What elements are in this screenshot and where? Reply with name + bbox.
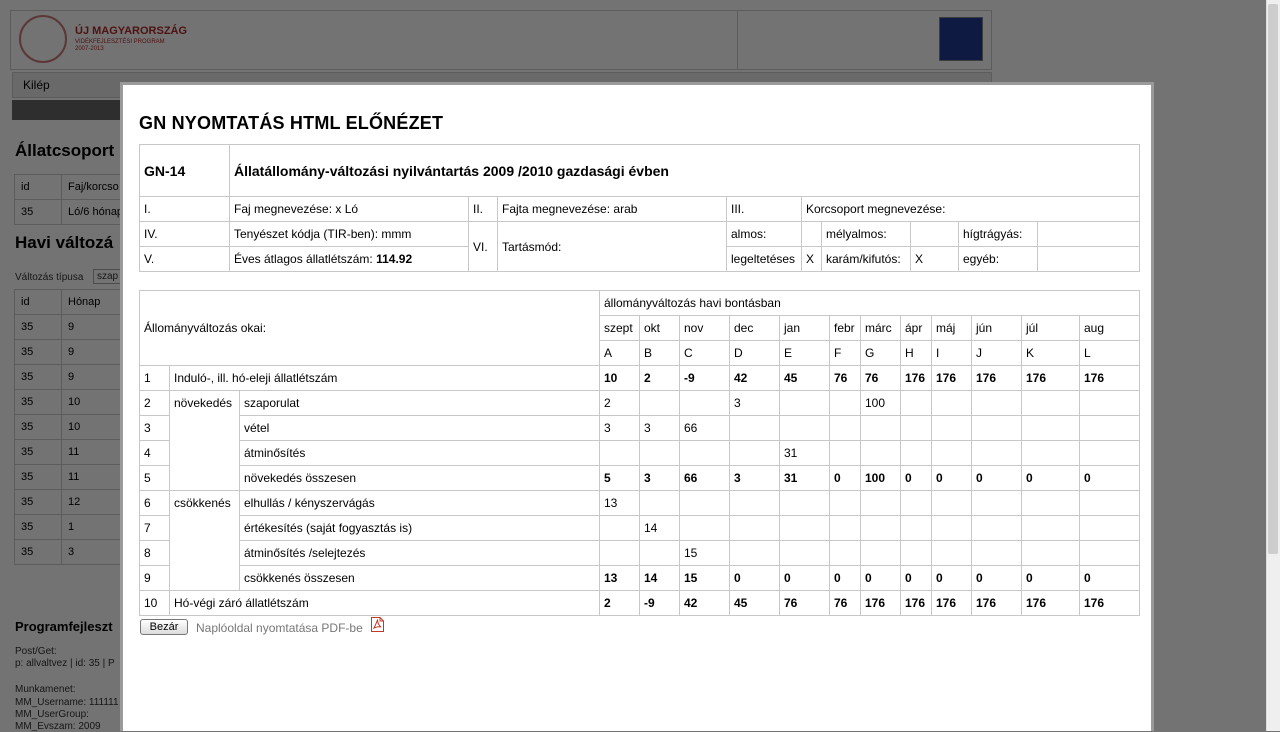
value-cell: 176 <box>901 591 932 616</box>
row-label: Induló-, ill. hó-eleji állatlétszám <box>170 366 600 391</box>
form-code: GN-14 <box>140 145 230 197</box>
value-cell: 42 <box>730 366 780 391</box>
month-header: ápr <box>901 316 932 341</box>
value-cell: 0 <box>901 566 932 591</box>
value-cell <box>730 441 780 466</box>
table-row <box>140 366 1140 391</box>
value-cell: 13 <box>600 491 640 516</box>
value-cell <box>730 541 780 566</box>
keeping-method-label: Tartásmód: <box>498 222 727 272</box>
month-header: jan <box>780 316 830 341</box>
value-cell: 15 <box>680 541 730 566</box>
column-letter: C <box>680 341 730 366</box>
monthly-breakdown-header: állományváltozás havi bontásban <box>600 291 1140 316</box>
pdf-icon[interactable] <box>371 617 384 632</box>
value-cell <box>830 491 861 516</box>
row-number: 2 <box>140 391 170 416</box>
breed-field: Fajta megnevezése: arab <box>498 197 727 222</box>
month-header: júl <box>1022 316 1080 341</box>
dialog-title: GN NYOMTATÁS HTML ELŐNÉZET <box>139 113 444 133</box>
value-cell: 14 <box>640 516 680 541</box>
value-cell: 2 <box>600 591 640 616</box>
scrollbar-thumb[interactable] <box>1268 4 1278 554</box>
value-cell <box>932 416 972 441</box>
value-cell <box>730 516 780 541</box>
value-cell: 15 <box>680 566 730 591</box>
value-cell <box>1080 516 1140 541</box>
value-cell <box>600 441 640 466</box>
row-label: vétel <box>240 416 600 441</box>
value-cell <box>932 391 972 416</box>
row-number: 3 <box>140 416 170 441</box>
value-cell: 0 <box>1022 566 1080 591</box>
value-cell: 0 <box>830 466 861 491</box>
value-cell <box>1022 491 1080 516</box>
row-label: átminősítés <box>240 441 600 466</box>
value-cell: 31 <box>780 466 830 491</box>
value-cell <box>901 516 932 541</box>
causes-header: Állományváltozás okai: <box>140 291 600 366</box>
value-cell <box>780 416 830 441</box>
close-button[interactable]: Bezár <box>140 619 188 635</box>
value-cell <box>830 516 861 541</box>
age-group-field: Korcsoport megnevezése: <box>802 197 1140 222</box>
value-cell: 0 <box>1080 466 1140 491</box>
print-pdf-link[interactable]: Naplóoldal nyomtatása PDF-be <box>196 621 363 635</box>
value-cell <box>901 541 932 566</box>
farm-code-field: Tenyészet kódja (TIR-ben): mmm <box>230 222 469 247</box>
column-letter: B <box>640 341 680 366</box>
column-letter: G <box>861 341 901 366</box>
value-cell: 3 <box>640 466 680 491</box>
column-letter: A <box>600 341 640 366</box>
value-cell: 176 <box>1022 591 1080 616</box>
value-cell: 176 <box>1080 591 1140 616</box>
value-cell <box>1080 391 1140 416</box>
table-row <box>140 541 1140 566</box>
value-cell <box>901 491 932 516</box>
value-cell <box>780 516 830 541</box>
value-cell: 10 <box>600 366 640 391</box>
value-cell: 14 <box>640 566 680 591</box>
row-label: növekedés összesen <box>240 466 600 491</box>
value-cell <box>780 491 830 516</box>
value-cell <box>901 416 932 441</box>
value-cell: 176 <box>1080 366 1140 391</box>
row-label: értékesítés (saját fogyasztás is) <box>240 516 600 541</box>
value-cell: 3 <box>640 416 680 441</box>
value-cell: 0 <box>972 566 1022 591</box>
value-cell: 3 <box>730 466 780 491</box>
value-cell <box>830 541 861 566</box>
value-cell <box>780 391 830 416</box>
value-cell: 0 <box>932 566 972 591</box>
column-letter: D <box>730 341 780 366</box>
value-cell <box>932 516 972 541</box>
value-cell: 66 <box>680 416 730 441</box>
table-row <box>140 416 1140 441</box>
print-preview-dialog <box>120 82 1154 731</box>
value-cell: 3 <box>730 391 780 416</box>
value-cell: 2 <box>640 366 680 391</box>
value-cell <box>600 516 640 541</box>
table-row <box>140 591 1140 616</box>
value-cell <box>972 416 1022 441</box>
value-cell <box>1080 491 1140 516</box>
value-cell: 5 <box>600 466 640 491</box>
column-letter: K <box>1022 341 1080 366</box>
value-cell <box>730 416 780 441</box>
row-label: csökkenés összesen <box>240 566 600 591</box>
value-cell <box>640 441 680 466</box>
row-label: elhullás / kényszervágás <box>240 491 600 516</box>
value-cell <box>1080 441 1140 466</box>
value-cell <box>901 441 932 466</box>
value-cell <box>600 541 640 566</box>
value-cell: 0 <box>901 466 932 491</box>
value-cell: 76 <box>830 366 861 391</box>
month-header: máj <box>932 316 972 341</box>
row-number: 10 <box>140 591 170 616</box>
value-cell: 0 <box>830 566 861 591</box>
value-cell <box>1022 391 1080 416</box>
form-info-table: GN-14 Állatállomány-változási nyilvántartás 2009 /2010 gazdasági évben I. Faj megnevezése: x Ló II. Fajta megnevezése: arab III. Korcsoport megnevezése: IV. Tenyészet kódja (TIR-ben): mmm VI. Tartásmód: almos: mélyalmos: hígtrágyás: V. Éves átlagos állatlétszám: 114.92 legeltetéses X karám/kifutós: X egyéb: <box>139 144 1140 272</box>
value-cell <box>1080 416 1140 441</box>
month-header: aug <box>1080 316 1140 341</box>
column-letter: L <box>1080 341 1140 366</box>
value-cell: 176 <box>1022 366 1080 391</box>
value-cell <box>972 391 1022 416</box>
row-label: Hó-végi záró állatlétszám <box>170 591 600 616</box>
value-cell <box>932 541 972 566</box>
value-cell: 45 <box>730 591 780 616</box>
value-cell <box>1022 516 1080 541</box>
value-cell: 176 <box>861 591 901 616</box>
value-cell: -9 <box>640 591 680 616</box>
value-cell <box>861 516 901 541</box>
column-letter: I <box>932 341 972 366</box>
avg-count-field: Éves átlagos állatlétszám: 114.92 <box>230 247 469 272</box>
table-row <box>140 491 1140 516</box>
value-cell <box>640 491 680 516</box>
value-cell: 2 <box>600 391 640 416</box>
value-cell: 0 <box>1080 566 1140 591</box>
value-cell <box>1080 541 1140 566</box>
row-label: átminősítés /selejtezés <box>240 541 600 566</box>
row-label: szaporulat <box>240 391 600 416</box>
value-cell: 76 <box>861 366 901 391</box>
row-number: 6 <box>140 491 170 516</box>
column-letter: J <box>972 341 1022 366</box>
value-cell <box>932 441 972 466</box>
value-cell <box>830 391 861 416</box>
row-number: 5 <box>140 466 170 491</box>
value-cell: 100 <box>861 391 901 416</box>
value-cell <box>972 516 1022 541</box>
value-cell: 0 <box>861 566 901 591</box>
value-cell: 176 <box>932 591 972 616</box>
value-cell <box>680 491 730 516</box>
value-cell <box>1022 416 1080 441</box>
month-header: febr <box>830 316 861 341</box>
value-cell: 3 <box>600 416 640 441</box>
value-cell <box>972 541 1022 566</box>
value-cell: 45 <box>780 366 830 391</box>
value-cell: 0 <box>730 566 780 591</box>
value-cell: 42 <box>680 591 730 616</box>
table-row <box>140 441 1140 466</box>
value-cell <box>730 491 780 516</box>
form-title: Állatállomány-változási nyilvántartás 2009 /2010 gazdasági évben <box>230 145 1140 197</box>
month-header: szept <box>600 316 640 341</box>
column-letter: H <box>901 341 932 366</box>
value-cell <box>680 516 730 541</box>
row-number: 4 <box>140 441 170 466</box>
table-row <box>140 566 1140 591</box>
row-number: 7 <box>140 516 170 541</box>
value-cell <box>780 541 830 566</box>
value-cell <box>861 441 901 466</box>
value-cell <box>861 541 901 566</box>
value-cell <box>901 391 932 416</box>
value-cell: 176 <box>932 366 972 391</box>
row-number: 9 <box>140 566 170 591</box>
value-cell <box>640 541 680 566</box>
table-row <box>140 391 1140 416</box>
value-cell: 176 <box>972 591 1022 616</box>
column-letter: F <box>830 341 861 366</box>
change-group-label: növekedés <box>170 391 240 491</box>
value-cell: 76 <box>780 591 830 616</box>
value-cell: 31 <box>780 441 830 466</box>
month-header: okt <box>640 316 680 341</box>
value-cell <box>1022 441 1080 466</box>
month-header: nov <box>680 316 730 341</box>
column-letter: E <box>780 341 830 366</box>
value-cell <box>972 491 1022 516</box>
value-cell <box>680 391 730 416</box>
stock-change-table <box>139 290 1140 616</box>
table-row <box>140 466 1140 491</box>
row-number: 8 <box>140 541 170 566</box>
value-cell: 0 <box>780 566 830 591</box>
value-cell: 76 <box>830 591 861 616</box>
month-header: márc <box>861 316 901 341</box>
value-cell: -9 <box>680 366 730 391</box>
value-cell <box>861 416 901 441</box>
value-cell <box>932 491 972 516</box>
value-cell: 13 <box>600 566 640 591</box>
value-cell: 176 <box>972 366 1022 391</box>
row-number: 1 <box>140 366 170 391</box>
value-cell: 176 <box>901 366 932 391</box>
value-cell: 0 <box>1022 466 1080 491</box>
value-cell <box>830 441 861 466</box>
value-cell <box>861 491 901 516</box>
value-cell <box>680 441 730 466</box>
value-cell: 0 <box>972 466 1022 491</box>
value-cell <box>1022 541 1080 566</box>
value-cell: 66 <box>680 466 730 491</box>
table-row <box>140 516 1140 541</box>
species-field: Faj megnevezése: x Ló <box>230 197 469 222</box>
value-cell: 0 <box>932 466 972 491</box>
month-header: dec <box>730 316 780 341</box>
value-cell: 100 <box>861 466 901 491</box>
change-group-label: csökkenés <box>170 491 240 591</box>
value-cell <box>972 441 1022 466</box>
value-cell <box>830 416 861 441</box>
value-cell <box>640 391 680 416</box>
month-header: jún <box>972 316 1022 341</box>
